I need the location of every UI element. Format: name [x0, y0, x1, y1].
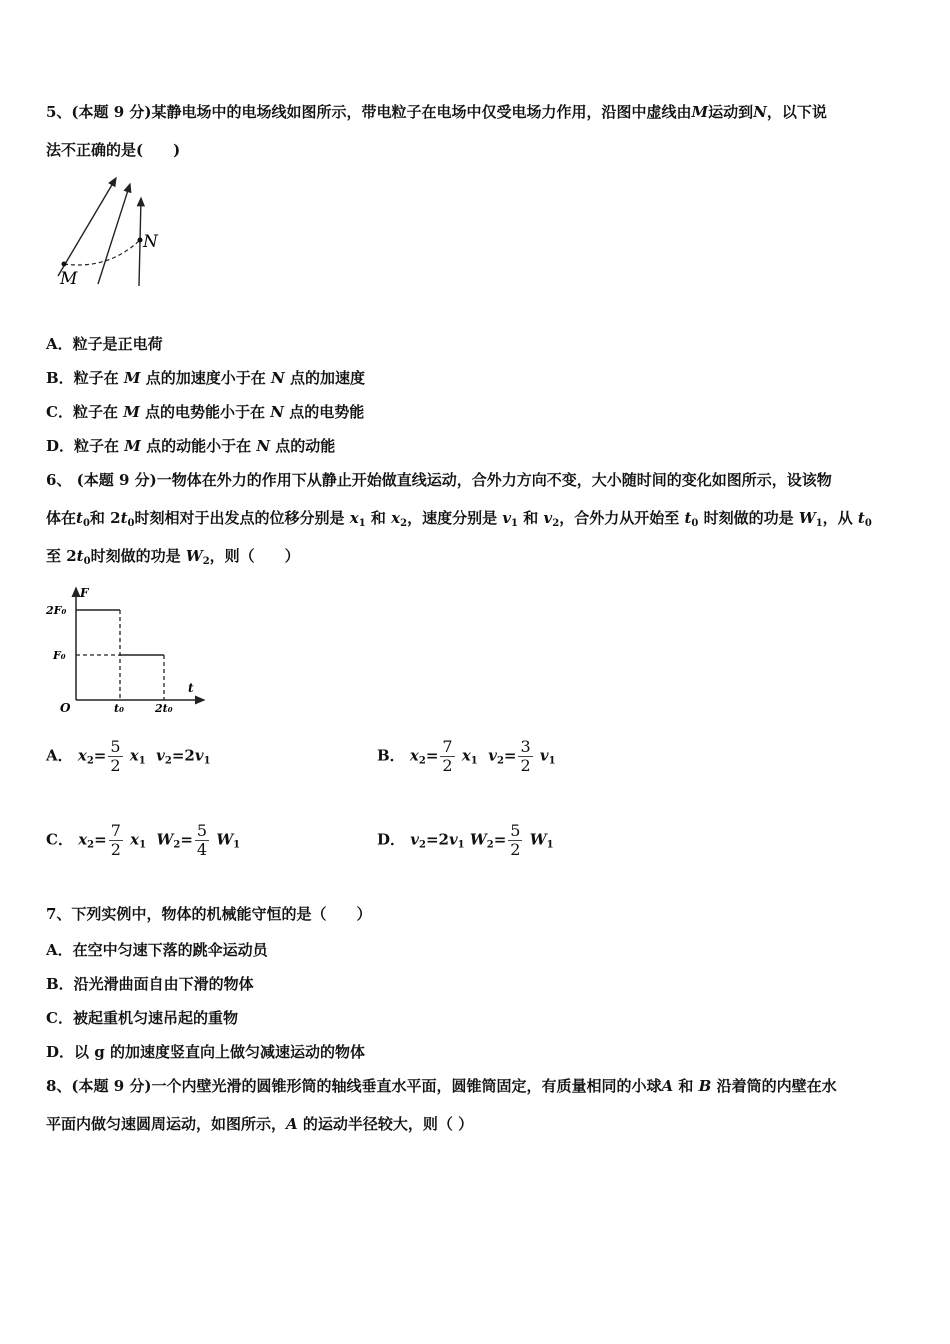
q6-stem-line1: 6、 (本题 9 分)一物体在外力的作用下从静止开始做直线运动，合外力方向不变，大小随时间的变化如图所示，设该物	[46, 471, 832, 489]
field-line-1	[58, 178, 116, 276]
trajectory-dashed	[64, 240, 140, 265]
label-2t0: 2t₀	[155, 702, 173, 715]
q6-option-b: B． $x_2=$ $\frac{7}{2}$ $x_1$ $v_2=$ $\frac{3}{2}$ $v_1$	[377, 737, 556, 775]
q7-option-c: C．被起重机匀速吊起的重物	[46, 1009, 238, 1027]
q5-stem-line2: 法不正确的是( )	[46, 141, 181, 159]
label-m: M	[60, 269, 78, 289]
q6-option-d: D． $v_2=2v_1$ $W_2=$ $\frac{5}{2}$ $W_1$	[377, 821, 554, 859]
q7-stem: 7、下列实例中，物体的机械能守恒的是（ ）	[46, 905, 372, 923]
fraction: $\frac{3}{2}$	[520, 737, 531, 775]
q5-stem-line1: 5、(本题 9 分)某静电场中的电场线如图所示，带电粒子在电场中仅受电场力作用，沿图中虚线由M运动到N，以下说	[46, 103, 827, 121]
q6-option-a: A． $x_2=$ $\frac{5}{2}$ $x_1$ $v_2=2v_1$	[46, 737, 211, 775]
label-2f0: 2F₀	[46, 604, 67, 617]
q5-option-a: A．粒子是正电荷	[46, 335, 163, 353]
q8-stem-line2: 平面内做匀速圆周运动，如图所示，A 的运动半径较大，则（ ）	[46, 1115, 474, 1133]
fraction: $\frac{5}{2}$	[510, 821, 521, 859]
label-f: F	[80, 586, 89, 600]
fraction: $\frac{7}{2}$	[442, 737, 453, 775]
q5-option-c: C．粒子在 M 点的电势能小于在 N 点的电势能	[46, 403, 365, 421]
fraction: $\frac{5}{2}$	[110, 737, 121, 775]
q7-option-a: A．在空中匀速下落的跳伞运动员	[46, 941, 268, 959]
label-f0: F₀	[53, 649, 66, 662]
q6-option-c: C． $x_2=$ $\frac{7}{2}$ $x_1$ $W_2=$ $\frac{5}{4}$ $W_1$	[46, 821, 241, 859]
label-origin: O	[60, 701, 71, 715]
q6-stem-line2: 体在$t_0$和 $2t_0$时刻相对于出发点的位移分别是 $x_1$ 和 $x_2$，速度分别是 $v_1$ 和 $v_2$，合外力从开始至 $t_0$ 时刻做的功是 $W_1$，从 $t_0$	[46, 509, 872, 529]
electric-field-diagram	[50, 172, 170, 292]
q5-option-d: D．粒子在 M 点的动能小于在 N 点的动能	[46, 437, 336, 455]
fraction: $\frac{7}{2}$	[110, 821, 121, 859]
q5-option-b: B．粒子在 M 点的加速度小于在 N 点的加速度	[46, 369, 365, 387]
q6-stem-line3: 至 $2t_0$时刻做的功是 $W_2$，则（ ）	[46, 547, 300, 567]
fraction: $\frac{5}{4}$	[196, 821, 208, 859]
force-time-graph	[44, 580, 214, 720]
point-n	[138, 238, 143, 243]
q7-option-d: D．以 g 的加速度竖直向上做匀减速运动的物体	[46, 1043, 365, 1061]
label-t0: t₀	[114, 702, 124, 715]
q7-option-b: B．沿光滑曲面自由下滑的物体	[46, 975, 254, 993]
label-t: t	[188, 681, 194, 695]
point-m	[62, 262, 67, 267]
label-n: N	[143, 232, 158, 252]
q8-stem-line1: 8、(本题 9 分)一个内壁光滑的圆锥形筒的轴线垂直水平面，圆锥筒固定，有质量相同的小球A 和 B 沿着筒的内壁在水	[46, 1077, 837, 1095]
